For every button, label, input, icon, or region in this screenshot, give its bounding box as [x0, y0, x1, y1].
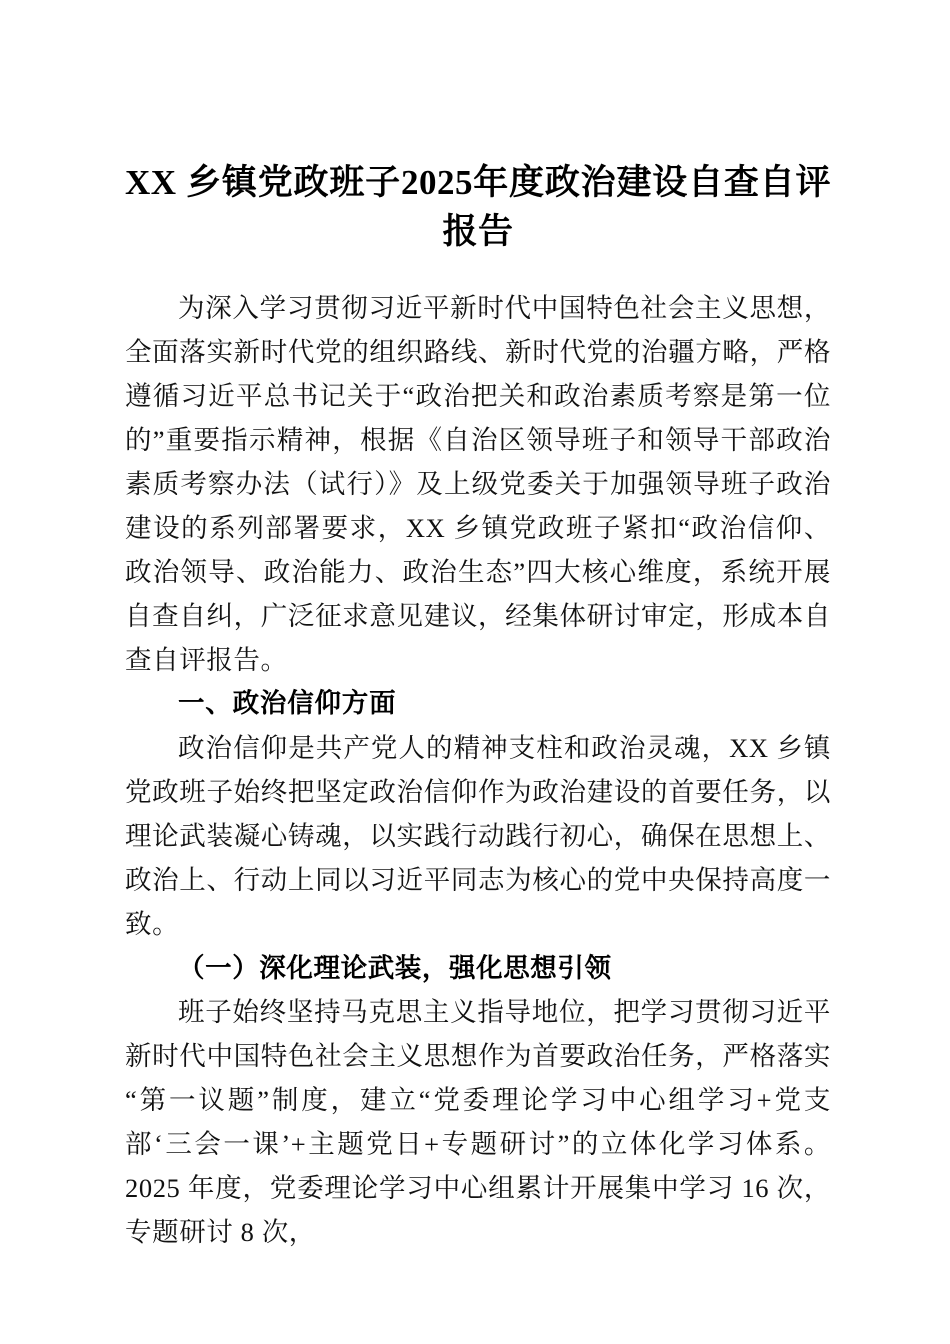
section-heading-1: 一、政治信仰方面	[178, 688, 397, 719]
intro-paragraph: 为深入学习贯彻习近平新时代中国特色社会主义思想，全面落实新时代党的组织路线、新时代党的治疆方略，严格遵循习近平总书记关于“政治把关和政治素质考察是第一位的”重要指示精神，根据《自治区领导班子和领导干部政治素质考察办法（试行）》及上级党委关于加强领导班子政治建设的系列部署要求，XX 乡镇党政班子紧扣“政治信仰、政治领导、政治能力、政治生态”四大核心维度，系统开展自查自纠，广泛征求意见建议，经集体研讨审定，形成本自查自评报告。	[125, 293, 831, 675]
page-title-line-1: XX 乡镇党政班子2025年度政治建设自查自评	[125, 163, 831, 202]
page-title	[125, 0, 831, 256]
subsection-heading-1-1: （一）深化理论武装，强化思想引领	[178, 953, 612, 983]
section-1-lead-paragraph: 政治信仰是共产党人的精神支柱和政治灵魂，XX 乡镇党政班子始终把坚定政治信仰作为政治建设的首要任务，以理论武装凝心铸魂，以实践行动践行初心，确保在思想上、政治上、行动上同以习近平同志为核心的党中央保持高度一致。	[125, 733, 831, 939]
subsection-1-1-paragraph: 班子始终坚持马克思主义指导地位，把学习贯彻习近平新时代中国特色社会主义思想作为首要政治任务，严格落实“第一议题”制度，建立“党委理论学习中心组学习+党支部‘三会一课’+主题党日+专题研讨”的立体化学习体系。2025 年度，党委理论学习中心组累计开展集中学习 16 次，专题研讨 8 次，	[125, 997, 831, 1247]
page-content	[125, 0, 831, 1254]
page-title-line-2: 报告	[442, 212, 514, 251]
